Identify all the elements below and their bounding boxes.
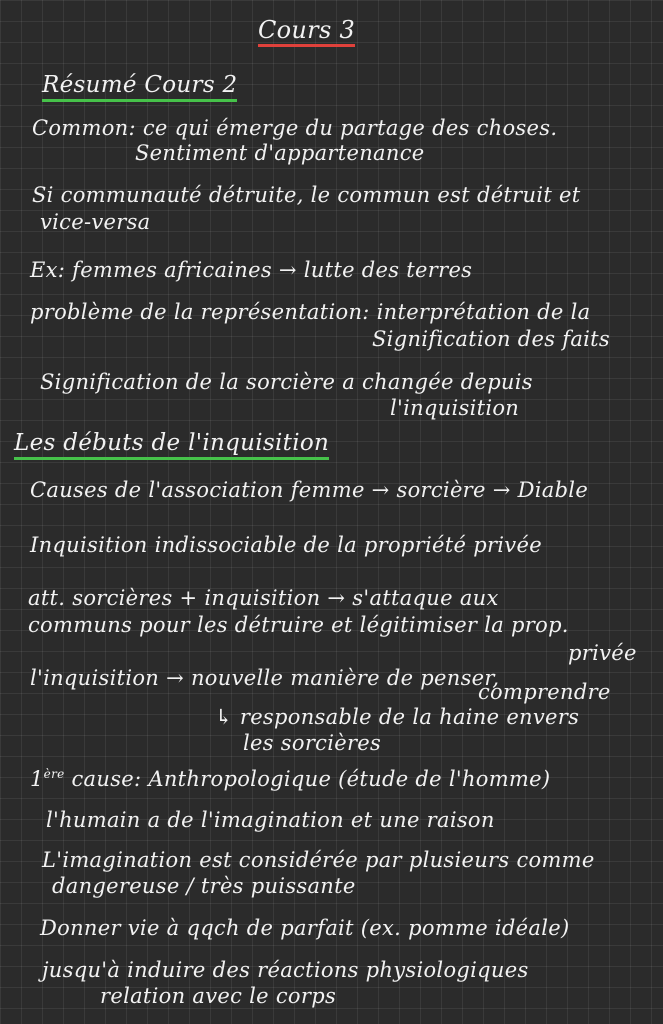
note-line: [30, 768, 550, 790]
note-line: att. sorcières + inquisition → s'attaque aux: [28, 586, 499, 610]
section-heading-inquisition: Les débuts de l'inquisition: [14, 432, 329, 460]
ordinal-number: 1: [30, 767, 44, 791]
note-line: Ex: femmes africaines → lutte des terres: [30, 258, 473, 282]
page-title: Cours 3: [258, 18, 355, 47]
section-heading-resume: Résumé Cours 2: [42, 74, 237, 102]
note-line: Signification de la sorcière a changée depuis: [40, 370, 533, 394]
note-line: l'humain a de l'imagination et une raison: [46, 808, 495, 832]
note-line: privée: [568, 641, 637, 665]
note-line: Signification des faits: [372, 327, 611, 351]
cause-text: cause: Anthropologique (étude de l'homme): [71, 767, 551, 791]
ordinal-suffix: ère: [43, 767, 65, 781]
note-line: Common: ce qui émerge du partage des choses.: [32, 116, 558, 140]
note-line: Causes de l'association femme → sorcière → Diable: [30, 478, 589, 502]
note-line: L'imagination est considérée par plusieurs comme: [42, 848, 595, 872]
note-line: Sentiment d'appartenance: [135, 141, 425, 165]
note-line: ↳ responsable de la haine envers: [215, 705, 580, 729]
note-line: problème de la représentation: interprétation de la: [30, 300, 591, 324]
note-line: Inquisition indissociable de la propriété privée: [30, 533, 542, 557]
note-line: Si communauté détruite, le commun est détruit et: [32, 183, 581, 207]
note-line: vice-versa: [40, 210, 151, 234]
note-line: Donner vie à qqch de parfait (ex. pomme idéale): [40, 916, 570, 940]
note-line: comprendre: [478, 680, 611, 704]
note-line: l'inquisition: [390, 396, 520, 420]
note-line: relation avec le corps: [100, 984, 337, 1008]
note-line: dangereuse / très puissante: [52, 874, 356, 898]
note-line: l'inquisition → nouvelle manière de penser,: [30, 666, 500, 690]
note-line: communs pour les détruire et légitimiser la prop.: [28, 613, 569, 637]
note-line: les sorcières: [243, 731, 382, 755]
note-line: jusqu'à induire des réactions physiologiques: [42, 958, 529, 982]
